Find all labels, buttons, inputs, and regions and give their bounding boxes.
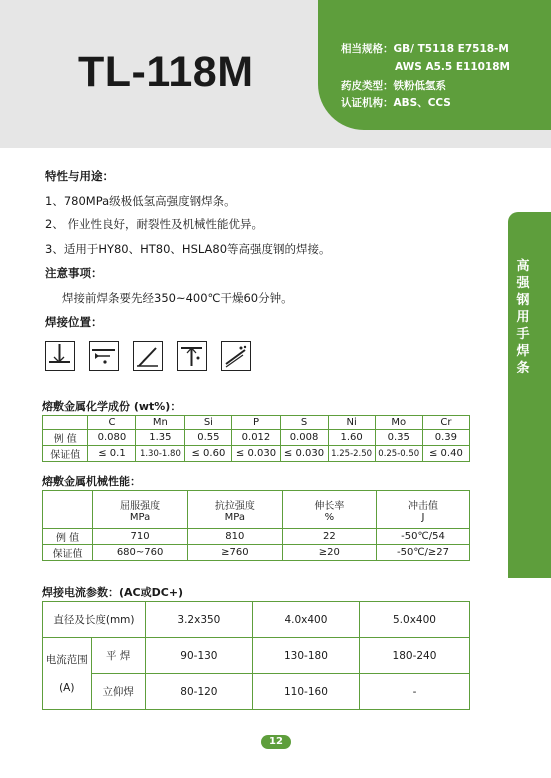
position-title: 焊接位置： <box>45 315 103 329</box>
side-char: 焊 <box>516 344 530 359</box>
table-cell: 0.008 <box>280 430 328 446</box>
header-cell: C <box>88 416 136 430</box>
spec-coating: 药皮类型：铁粉低氢系 <box>341 80 446 92</box>
flat-position-icon <box>45 341 75 371</box>
table-cell: ≤ 0.60 <box>185 446 232 462</box>
header-cell: Si <box>185 416 232 430</box>
table-cell: ≤ 0.40 <box>422 446 469 462</box>
mech-title: 熔敷金属机械性能： <box>42 475 141 488</box>
header-label: 伸长率 <box>314 500 345 512</box>
table-cell: 1.35 <box>136 430 185 446</box>
table-cell: 680~760 <box>93 545 188 561</box>
diam-cell: 5.0x400 <box>359 602 469 638</box>
table-cell: ≤ 0.030 <box>280 446 328 462</box>
table-cell: - <box>359 674 469 710</box>
side-char: 高 <box>516 259 530 274</box>
table-cell: 90-130 <box>145 638 252 674</box>
side-char: 钢 <box>516 293 530 308</box>
table-row <box>43 446 470 462</box>
table-cell: ≥760 <box>188 545 283 561</box>
table-row <box>43 545 470 561</box>
header-cell: Ni <box>328 416 375 430</box>
spec-equivalent: 相当规格：GB/ T5118 E7518-M <box>341 43 509 55</box>
header-label: 抗拉强度 <box>214 500 255 512</box>
header-unit: % <box>324 511 335 523</box>
diam-cell: 3.2x350 <box>145 602 252 638</box>
header-cell: Mn <box>136 416 185 430</box>
table-cell: 1.30-1.80 <box>136 446 185 462</box>
table-cell: ≤ 0.1 <box>88 446 136 462</box>
table-cell: 0.39 <box>422 430 469 446</box>
notes-title: 注意事项： <box>45 266 103 280</box>
side-char: 强 <box>516 276 530 291</box>
table-cell: 110-160 <box>252 674 359 710</box>
table-cell: 130-180 <box>252 638 359 674</box>
row-label: 例 值 <box>43 529 93 545</box>
table-cell: 0.25-0.50 <box>375 446 422 462</box>
header-cell <box>43 491 93 529</box>
table-header-row <box>43 491 470 529</box>
horizontal-position-icon <box>89 341 119 371</box>
row-label: 例 值 <box>43 430 88 446</box>
note-text: 焊接前焊条要先经350~400℃干燥60分钟。 <box>62 291 293 305</box>
diam-cell: 4.0x400 <box>252 602 359 638</box>
current-table <box>42 601 470 710</box>
model-title: TL-118M <box>78 48 254 96</box>
position-label: 平 焊 <box>91 638 145 674</box>
table-header-row <box>43 416 470 430</box>
row-label: 保证值 <box>43 545 93 561</box>
table-cell: ≤ 0.030 <box>232 446 280 462</box>
header-cell <box>377 491 470 529</box>
chem-title: 熔敷金属化学成份 (wt%)： <box>42 400 182 413</box>
page-number: 12 <box>261 735 291 749</box>
table-row <box>43 430 470 446</box>
table-cell: ≥20 <box>282 545 376 561</box>
header-cell: P <box>232 416 280 430</box>
row-label: 保证值 <box>43 446 88 462</box>
current-title: 焊接电流参数：(AC或DC+) <box>42 586 184 599</box>
vertical-down-position-icon <box>221 341 251 371</box>
feature-item: 2、 作业性良好，耐裂性及机械性能优异。 <box>45 217 263 231</box>
header-cell <box>282 491 376 529</box>
table-row <box>43 674 470 710</box>
header-cell: S <box>280 416 328 430</box>
header-unit: J <box>421 511 425 523</box>
range-label-text: 电流范围 <box>45 653 88 666</box>
side-char: 用 <box>516 310 530 325</box>
table-cell: 0.012 <box>232 430 280 446</box>
header-label: 屈服强度 <box>120 500 161 512</box>
table-cell: 22 <box>282 529 376 545</box>
chem-table <box>42 415 470 462</box>
header-unit: MPa <box>129 511 151 523</box>
spec-aws: AWS A5.5 E11018M <box>395 61 510 73</box>
side-char: 条 <box>516 361 530 376</box>
range-label <box>43 638 92 710</box>
header-cell <box>188 491 283 529</box>
table-cell: 710 <box>93 529 188 545</box>
header-cell: Cr <box>422 416 469 430</box>
table-cell: 0.080 <box>88 430 136 446</box>
header-label: 冲击值 <box>408 500 439 512</box>
table-row <box>43 529 470 545</box>
features-title: 特性与用途： <box>45 169 114 183</box>
position-label: 立仰焊 <box>91 674 145 710</box>
header-cell <box>43 416 88 430</box>
table-cell: 0.55 <box>185 430 232 446</box>
feature-item: 3、适用于HY80、HT80、HSLA80等高强度钢的焊接。 <box>45 242 331 256</box>
vertical-up-position-icon <box>133 341 163 371</box>
spec-approval: 认证机构：ABS、CCS <box>341 97 451 109</box>
table-cell: 80-120 <box>145 674 252 710</box>
feature-item: 1、780MPa级极低氢高强度钢焊条。 <box>45 194 236 208</box>
table-row <box>43 638 470 674</box>
diam-label: 直径及长度(mm) <box>43 602 146 638</box>
overhead-position-icon <box>177 341 207 371</box>
table-cell: 0.35 <box>375 430 422 446</box>
category-side-label <box>512 258 534 377</box>
table-cell: -50℃/≥27 <box>377 545 470 561</box>
range-label-unit: (A) <box>59 681 75 694</box>
table-cell: -50℃/54 <box>377 529 470 545</box>
table-cell: 180-240 <box>359 638 469 674</box>
header-cell: Mo <box>375 416 422 430</box>
side-char: 手 <box>516 327 530 342</box>
table-cell: 810 <box>188 529 283 545</box>
mech-table <box>42 490 470 561</box>
table-header-row <box>43 602 470 638</box>
header-cell <box>93 491 188 529</box>
table-cell: 1.25-2.50 <box>328 446 375 462</box>
table-cell: 1.60 <box>328 430 375 446</box>
header-unit: MPa <box>224 511 246 523</box>
